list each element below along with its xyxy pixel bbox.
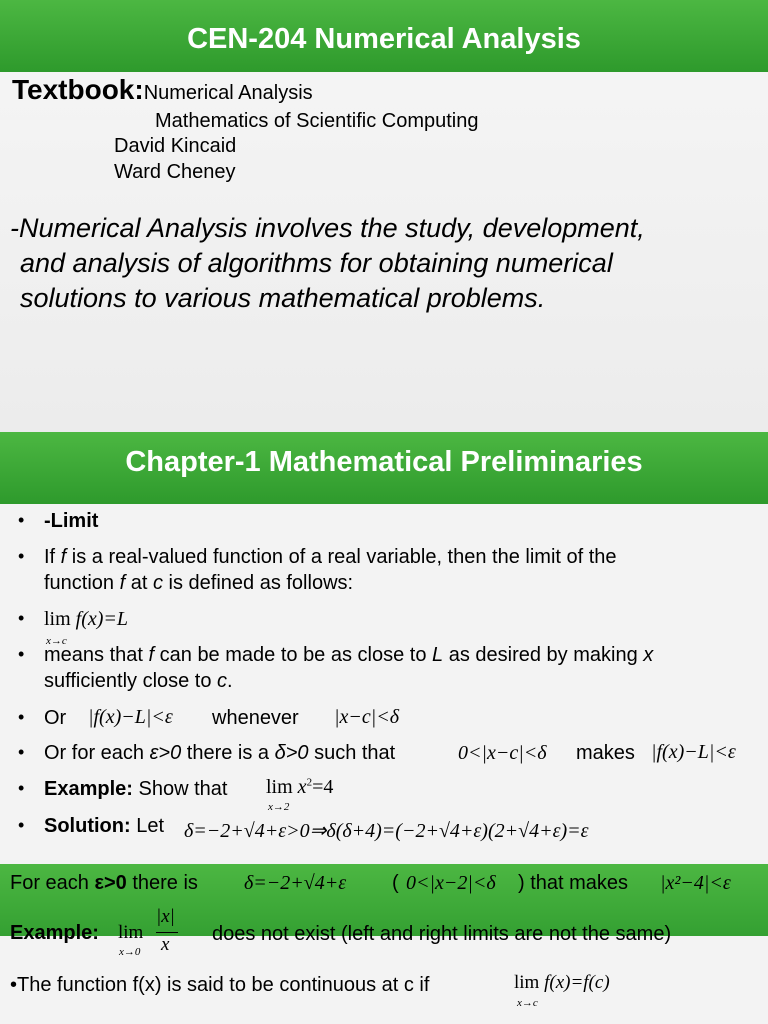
bullet-icon: • <box>18 815 25 835</box>
bullet-icon: • <box>18 778 25 798</box>
text: can be made to be as close to <box>154 644 433 666</box>
author-name: Ward Cheney <box>114 161 236 183</box>
band-line <box>10 872 198 895</box>
slide-title: Chapter-1 Mathematical Preliminaries <box>125 446 643 478</box>
slide-title-bar <box>0 0 768 72</box>
each-formula: 0<|x−c|<δ <box>458 742 547 764</box>
limit-heading: -Limit <box>44 510 99 532</box>
continuity-formula <box>514 972 610 994</box>
text: there is <box>126 872 198 894</box>
slide-chapter-1 <box>0 432 768 1024</box>
bullet-icon: • <box>18 510 25 530</box>
text: . <box>227 670 233 692</box>
bullet-icon: • <box>18 742 25 762</box>
textbook-line <box>12 74 313 106</box>
example-line <box>44 778 227 801</box>
bullet-icon: • <box>18 644 25 664</box>
description-line: -Numerical Analysis involves the study, development, <box>10 213 645 243</box>
var-c: c <box>152 572 163 594</box>
var-f: f <box>60 546 67 568</box>
text: =4 <box>312 776 334 798</box>
makes-formula: |f(x)−L|<ε <box>651 741 736 763</box>
or-formula: |f(x)−L|<ε <box>88 706 173 728</box>
limit-formula <box>44 608 128 631</box>
solution-formula: δ=−2+√4+ε>0⇒δ(δ+4)=(−2+√4+ε)(2+√4+ε)=ε <box>184 820 589 842</box>
text: Let <box>136 815 165 837</box>
text: is defined as follows: <box>162 572 354 594</box>
example2-label: Example: <box>10 922 99 944</box>
band-formula-3: |x²−4|<ε <box>660 872 731 894</box>
limit-subscript: x→c <box>46 635 67 647</box>
limit-expression: f(x)=L <box>75 608 129 630</box>
lim-word: lim <box>514 972 540 993</box>
limit-subscript: x→0 <box>119 946 141 958</box>
means-line <box>44 644 653 667</box>
band-makes: ) that makes <box>518 872 629 894</box>
fraction-bar <box>156 932 178 933</box>
limit-subscript: x→c <box>517 997 538 1009</box>
delta-cond: δ>0 <box>274 742 309 764</box>
text: is a real-valued function of a real variable, then the limit of the <box>66 546 617 568</box>
var-f: f <box>148 644 155 666</box>
var-x: x <box>643 644 654 666</box>
band-formula-2: 0<|x−2|<δ <box>406 872 496 894</box>
text: function <box>44 572 120 594</box>
var-f: f <box>119 572 126 594</box>
text: there is a <box>181 742 275 764</box>
band-paren: ( <box>392 872 399 894</box>
description-line: and analysis of algorithms for obtaining numerical <box>20 248 613 278</box>
example2-lim: lim <box>118 922 144 943</box>
text: at <box>125 572 153 594</box>
solution-label: Solution: <box>44 815 131 837</box>
fraction-numerator: |x| <box>156 906 175 927</box>
textbook-title: Numerical Analysis <box>143 82 313 104</box>
bullet-icon: • <box>18 546 25 566</box>
example2-text: does not exist (left and right limits are not the same) <box>212 923 672 945</box>
whenever-formula: |x−c|<δ <box>334 706 400 728</box>
exponent: 2 <box>306 776 313 789</box>
limit-subscript: x→2 <box>268 801 290 813</box>
text: Show that <box>138 778 228 800</box>
slide-title-bar <box>0 432 768 504</box>
fraction-denominator: x <box>161 934 170 955</box>
text: means that <box>44 644 149 666</box>
textbook-label: Textbook: <box>12 74 144 105</box>
means-line <box>44 670 233 693</box>
text: sufficiently close to <box>44 670 218 692</box>
lim-word: lim <box>44 608 71 630</box>
makes-text: makes <box>576 742 635 764</box>
continuity-text: •The function f(x) is said to be continuous at c if <box>10 974 430 996</box>
example-formula <box>266 776 333 799</box>
slide-intro <box>0 0 768 432</box>
solution-line <box>44 815 164 838</box>
text: For each <box>10 872 95 894</box>
epsilon-cond: ε>0 <box>149 742 182 764</box>
description-line: solutions to various mathematical problems. <box>20 283 546 313</box>
text: If <box>44 546 61 568</box>
textbook-subtitle: Mathematics of Scientific Computing <box>155 110 479 132</box>
band-formula: δ=−2+√4+ε <box>244 872 347 894</box>
text: such that <box>308 742 396 764</box>
var-x: x <box>297 776 307 798</box>
text: as desired by making <box>443 644 644 666</box>
var-c: c <box>217 670 228 692</box>
example-label: Example: <box>44 778 133 800</box>
or-label: Or <box>44 707 67 729</box>
slide-title: CEN-204 Numerical Analysis <box>187 23 581 55</box>
continuity-expression: f(x)=f(c) <box>544 972 610 993</box>
definition-line <box>44 546 617 569</box>
each-line <box>44 742 395 765</box>
definition-line <box>44 572 353 595</box>
text: Or for each <box>44 742 150 764</box>
var-L: L <box>432 644 444 666</box>
whenever-text: whenever <box>212 707 299 729</box>
lim-word: lim <box>266 776 293 798</box>
bullet-icon: • <box>18 707 25 727</box>
author-name: David Kincaid <box>114 135 237 157</box>
epsilon-cond: ε>0 <box>94 872 127 894</box>
bullet-icon: • <box>18 608 25 628</box>
